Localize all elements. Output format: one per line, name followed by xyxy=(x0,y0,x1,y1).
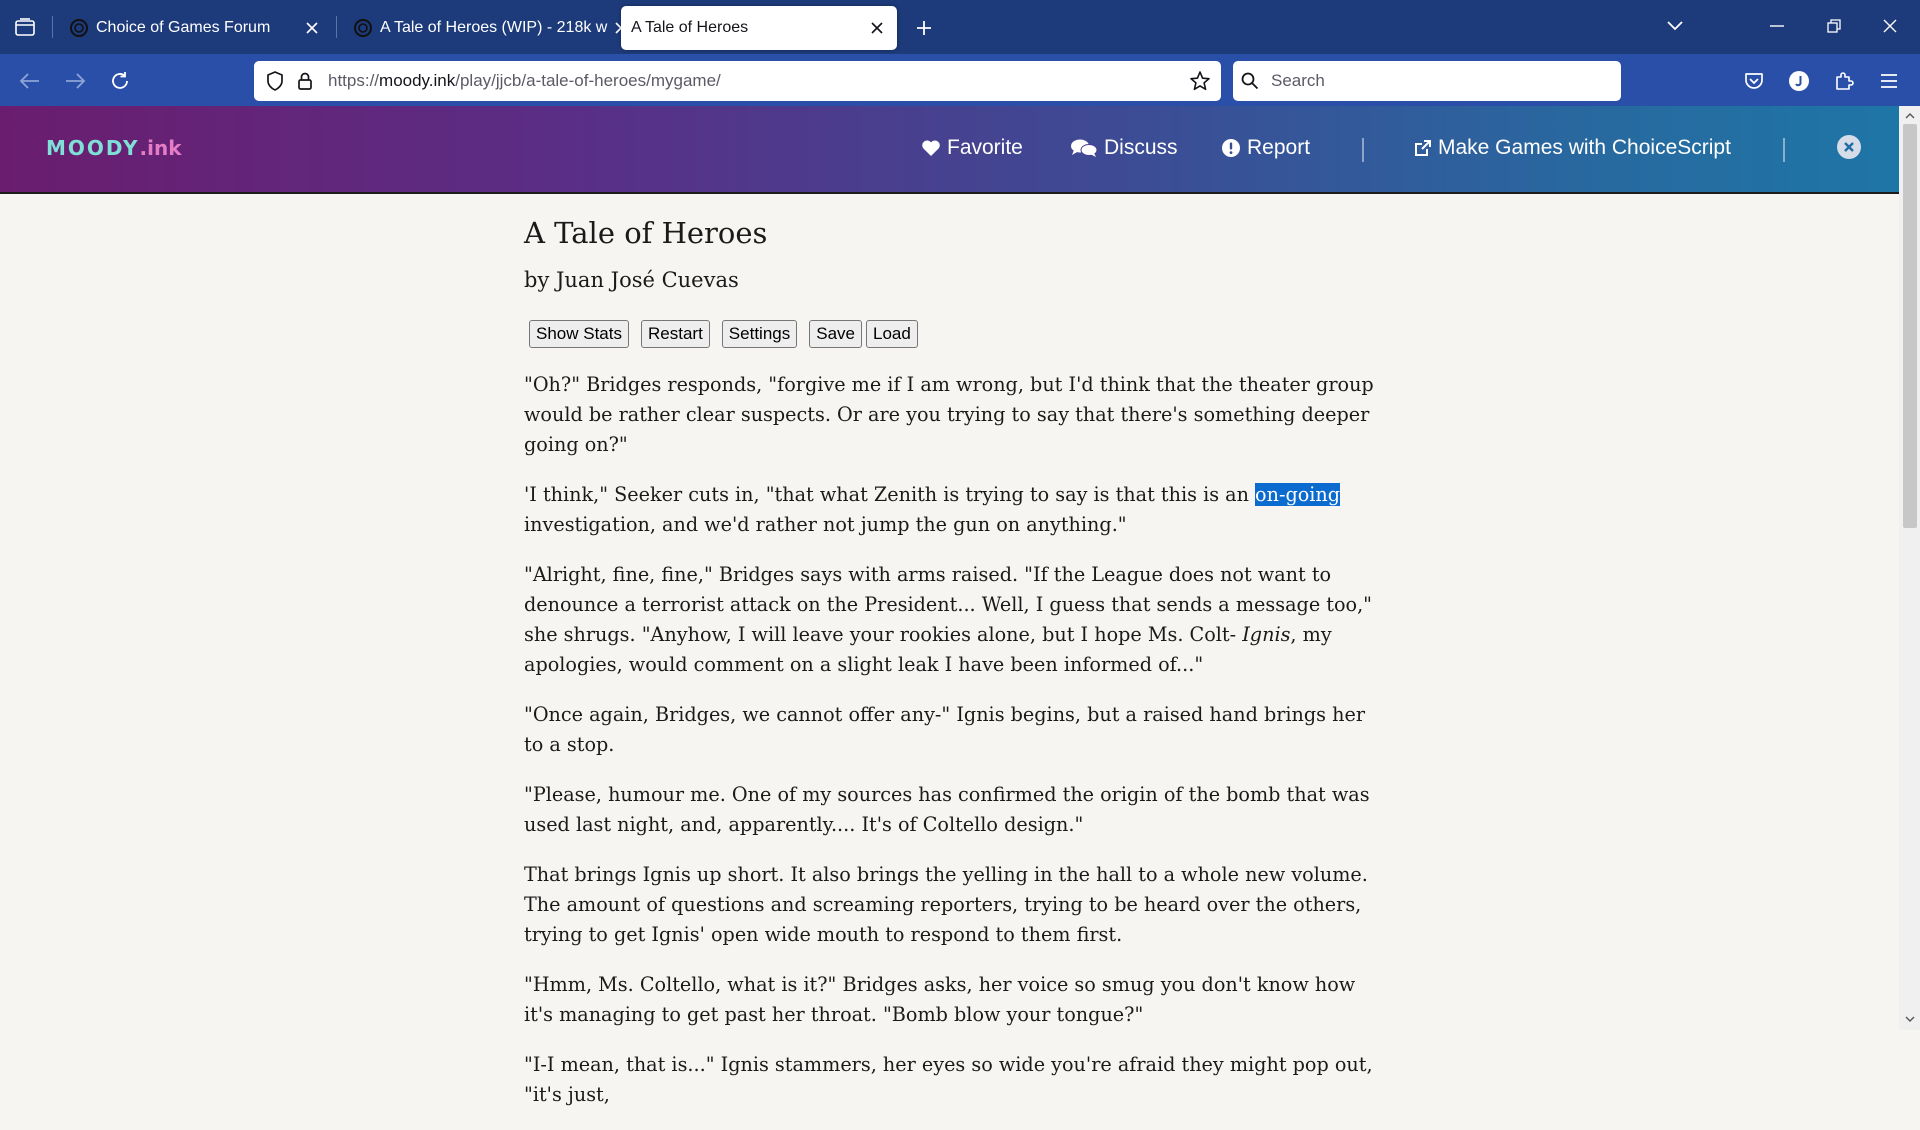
list-all-tabs-icon[interactable] xyxy=(1655,8,1695,44)
url-scheme: https:// xyxy=(328,71,380,90)
story-paragraph xyxy=(524,560,1384,680)
tab-tale-of-heroes[interactable] xyxy=(621,6,897,50)
restart-button[interactable]: Restart xyxy=(641,320,710,348)
browser-nav-bar xyxy=(0,54,1920,106)
lock-icon[interactable] xyxy=(290,66,320,96)
exclamation-circle-icon xyxy=(1221,138,1241,158)
settings-button[interactable]: Settings xyxy=(722,320,797,348)
close-tab-icon[interactable] xyxy=(863,14,891,42)
story-paragraph: "Oh?" Bridges responds, "forgive me if I am wrong, but I'd think that the theater group would be rather clear suspects. Or are you trying to say that there's something deeper going on?" xyxy=(524,373,1374,456)
forward-arrow-icon[interactable] xyxy=(58,64,92,98)
show-stats-button[interactable]: Show Stats xyxy=(529,320,629,348)
url-bar[interactable] xyxy=(254,61,1221,101)
account-avatar-icon[interactable] xyxy=(1782,64,1816,98)
scroll-up-arrow-icon[interactable] xyxy=(1901,107,1918,124)
tab-separator xyxy=(52,16,53,38)
story-text-span: investigation, and we'd rather not jump the gun on anything." xyxy=(524,513,1127,536)
restore-icon[interactable] xyxy=(1814,8,1854,44)
menu-icon[interactable] xyxy=(1872,64,1906,98)
story-paragraph xyxy=(524,480,1384,540)
pocket-icon[interactable] xyxy=(1737,64,1771,98)
tab-title: A Tale of Heroes xyxy=(631,19,749,36)
discuss-link[interactable] xyxy=(1070,136,1178,160)
reload-icon[interactable] xyxy=(103,64,137,98)
search-bar[interactable] xyxy=(1233,61,1621,101)
tab-title: A Tale of Heroes (WIP) - 218k w xyxy=(380,19,608,36)
tracking-protection-shield-icon[interactable] xyxy=(260,66,290,96)
favorite-label: Favorite xyxy=(947,136,1023,159)
comments-icon xyxy=(1070,138,1098,158)
story-paragraph: That brings Ignis up short. It also brings the yelling in the hall to a whole new volume. The amount of questions and screaming reporters, trying to be heard over the others, trying to get Ignis' open wide mouth to respond to them first. xyxy=(524,863,1368,946)
tab-tale-of-heroes-wip[interactable] xyxy=(340,6,610,50)
game-content xyxy=(524,196,1384,1130)
heart-icon xyxy=(921,139,941,157)
save-button[interactable]: Save xyxy=(809,320,862,348)
site-header xyxy=(0,106,1899,194)
tab-title: Choice of Games Forum xyxy=(96,19,271,36)
close-window-icon[interactable] xyxy=(1870,8,1910,44)
selected-text-highlight: on-going xyxy=(1255,483,1341,506)
favorite-link[interactable] xyxy=(921,136,1023,160)
new-tab-button[interactable] xyxy=(908,12,940,44)
story-paragraph: "Please, humour me. One of my sources has confirmed the origin of the bomb that was used last night, and, apparently.... It's of Coltello design." xyxy=(524,783,1370,836)
back-arrow-icon[interactable] xyxy=(13,64,47,98)
external-link-icon xyxy=(1414,139,1432,157)
minimize-icon[interactable] xyxy=(1757,8,1797,44)
report-link[interactable] xyxy=(1221,136,1310,160)
story-paragraph: "Hmm, Ms. Coltello, what is it?" Bridges asks, her voice so smug you don't know how it's managing to get past her throat. "Bomb blow your tongue?" xyxy=(524,973,1356,1026)
story-text-span: 'I think," Seeker cuts in, "that what Zenith is trying to say is that this is an xyxy=(524,483,1256,506)
logo-ink: .ink xyxy=(139,136,182,160)
browser-tab-bar xyxy=(0,0,1920,54)
url-domain: moody.ink xyxy=(379,71,456,90)
search-icon xyxy=(1241,72,1265,90)
tab-separator xyxy=(336,16,337,38)
close-tab-icon[interactable] xyxy=(298,14,326,42)
tab-list-icon[interactable] xyxy=(8,10,42,44)
moody-ink-logo[interactable] xyxy=(46,136,182,160)
extensions-icon[interactable] xyxy=(1827,64,1861,98)
story-italic-name: Ignis xyxy=(1242,623,1291,646)
forum-favicon-icon xyxy=(70,19,88,37)
game-author: by Juan José Cuevas xyxy=(524,268,739,292)
tab-choice-of-games-forum[interactable] xyxy=(56,6,332,50)
story-text-span: , my apologies, would comment on a slight leak I have been informed of..." xyxy=(524,623,1332,676)
forum-favicon-icon xyxy=(354,19,372,37)
make-games-link[interactable] xyxy=(1414,136,1731,160)
header-divider xyxy=(1783,138,1785,162)
logo-moody: MOODY xyxy=(46,136,140,160)
game-toolbar xyxy=(524,320,1384,348)
story-text xyxy=(524,370,1384,1110)
url-path: /play/jjcb/a-tale-of-heroes/mygame/ xyxy=(455,71,721,90)
make-games-label: Make Games with ChoiceScript xyxy=(1438,136,1731,159)
header-divider xyxy=(1362,138,1364,162)
search-placeholder: Search xyxy=(1271,71,1325,90)
discuss-label: Discuss xyxy=(1104,136,1178,159)
bookmark-star-icon[interactable] xyxy=(1185,66,1215,96)
url-text[interactable] xyxy=(328,71,1185,91)
scrollbar-thumb[interactable] xyxy=(1903,124,1917,528)
report-label: Report xyxy=(1247,136,1311,159)
close-game-icon[interactable] xyxy=(1837,135,1861,164)
game-title: A Tale of Heroes xyxy=(524,216,768,250)
story-text-span: "Alright, fine, fine," Bridges says with arms raised. "If the League does not want to denounce a terrorist attack on the President... Well, I guess that sends a message too," she shrugs. "Anyhow, I will leave your rookies alone, but I hope Ms. Colt- xyxy=(524,563,1373,646)
story-paragraph: "Once again, Bridges, we cannot offer any-" Ignis begins, but a raised hand brings her to a stop. xyxy=(524,703,1366,756)
scroll-down-arrow-icon[interactable] xyxy=(1901,1010,1918,1027)
story-paragraph: "I-I mean, that is..." Ignis stammers, her eyes so wide you're afraid they might pop out, "it's just, xyxy=(524,1053,1373,1106)
load-button[interactable]: Load xyxy=(866,320,918,348)
